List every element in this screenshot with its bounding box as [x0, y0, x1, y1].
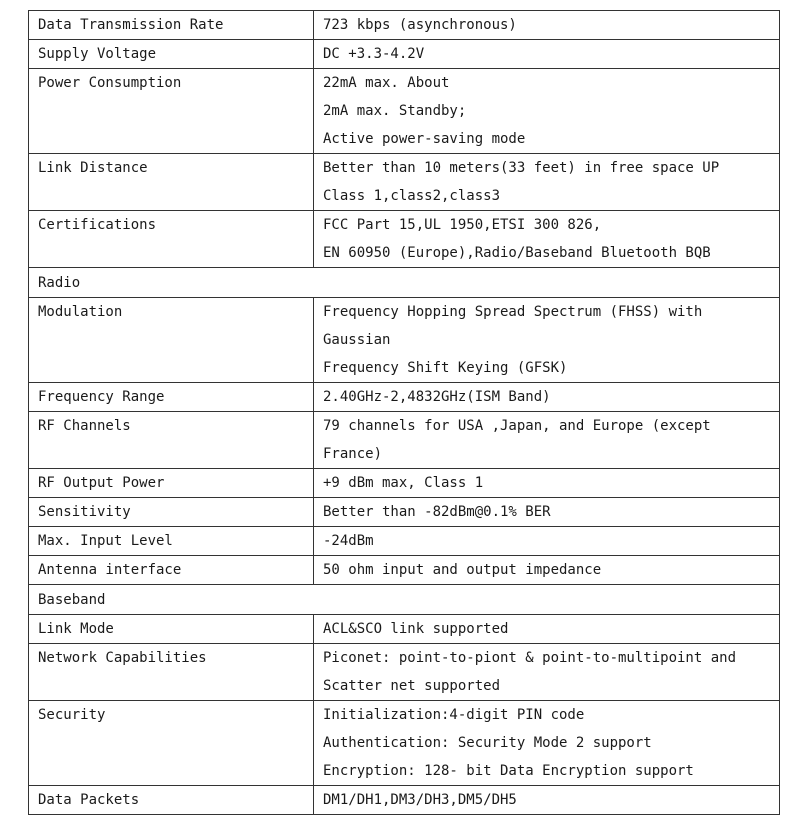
spec-value-line: DC +3.3-4.2V	[323, 46, 425, 62]
spec-value	[314, 786, 780, 815]
spec-row	[29, 211, 780, 268]
spec-value	[314, 615, 780, 644]
spec-value	[314, 556, 780, 585]
spec-value-line: Frequency Shift Keying (GFSK)	[323, 360, 568, 376]
spec-table	[28, 10, 780, 815]
spec-value	[314, 211, 780, 268]
spec-value-line: Better than -82dBm@0.1% BER	[323, 504, 551, 520]
spec-value-line: 22mA max. About	[323, 75, 450, 91]
spec-value-line: 79 channels for USA ,Japan, and Europe (except	[323, 418, 711, 434]
spec-value-line: Scatter net supported	[323, 678, 501, 694]
spec-row	[29, 11, 780, 40]
spec-row	[29, 298, 780, 383]
spec-value-line: Frequency Hopping Spread Spectrum (FHSS) with	[323, 304, 703, 320]
spec-label: Supply Voltage	[29, 40, 314, 69]
spec-row	[29, 498, 780, 527]
spec-value-line: FCC Part 15,UL 1950,ETSI 300 826,	[323, 217, 602, 233]
spec-value-line: France)	[323, 446, 383, 462]
section-header-row	[29, 268, 780, 298]
spec-value	[314, 154, 780, 211]
spec-value-line: Class 1,class2,class3	[323, 188, 501, 204]
spec-value-line: Authentication: Security Mode 2 support	[323, 735, 652, 751]
spec-row	[29, 69, 780, 154]
spec-value-line: Active power-saving mode	[323, 131, 526, 147]
spec-label: Certifications	[29, 211, 314, 268]
spec-row	[29, 40, 780, 69]
spec-label: Max. Input Level	[29, 527, 314, 556]
section-header: Baseband	[29, 585, 780, 615]
spec-value-line: ACL&SCO link supported	[323, 621, 509, 637]
spec-value-line: 2mA max. Standby;	[323, 103, 467, 119]
spec-value	[314, 701, 780, 786]
spec-value-line: 2.40GHz-2,4832GHz(ISM Band)	[323, 389, 551, 405]
spec-value-line: 50 ohm input and output impedance	[323, 562, 602, 578]
spec-label: Power Consumption	[29, 69, 314, 154]
spec-row	[29, 412, 780, 469]
spec-value	[314, 644, 780, 701]
spec-value-line: EN 60950 (Europe),Radio/Baseband Bluetooth BQB	[323, 245, 711, 261]
spec-label: Security	[29, 701, 314, 786]
spec-value	[314, 498, 780, 527]
spec-value	[314, 412, 780, 469]
spec-row	[29, 154, 780, 211]
spec-label: Sensitivity	[29, 498, 314, 527]
spec-label: Modulation	[29, 298, 314, 383]
spec-label: RF Output Power	[29, 469, 314, 498]
spec-value	[314, 40, 780, 69]
spec-row	[29, 469, 780, 498]
spec-label: RF Channels	[29, 412, 314, 469]
spec-row	[29, 383, 780, 412]
spec-row	[29, 527, 780, 556]
spec-value	[314, 469, 780, 498]
spec-value	[314, 69, 780, 154]
spec-row	[29, 556, 780, 585]
spec-value-line: +9 dBm max, Class 1	[323, 475, 484, 491]
spec-label: Antenna interface	[29, 556, 314, 585]
spec-label: Data Transmission Rate	[29, 11, 314, 40]
section-header-row	[29, 585, 780, 615]
spec-label: Network Capabilities	[29, 644, 314, 701]
spec-value	[314, 11, 780, 40]
spec-value-line: DM1/DH1,DM3/DH3,DM5/DH5	[323, 792, 517, 808]
spec-value-line: Better than 10 meters(33 feet) in free space UP	[323, 160, 720, 176]
spec-value-line: 723 kbps (asynchronous)	[323, 17, 517, 33]
spec-row	[29, 644, 780, 701]
spec-value-line: Initialization:4-digit PIN code	[323, 707, 585, 723]
spec-row	[29, 615, 780, 644]
spec-value	[314, 298, 780, 383]
spec-label: Link Mode	[29, 615, 314, 644]
spec-row	[29, 786, 780, 815]
spec-label: Link Distance	[29, 154, 314, 211]
spec-value-line: -24dBm	[323, 533, 374, 549]
spec-label: Data Packets	[29, 786, 314, 815]
spec-value	[314, 527, 780, 556]
spec-value-line: Encryption: 128- bit Data Encryption support	[323, 763, 694, 779]
spec-label: Frequency Range	[29, 383, 314, 412]
spec-value-line: Piconet: point-to-piont & point-to-multipoint and	[323, 650, 737, 666]
section-header: Radio	[29, 268, 780, 298]
spec-value-line: Gaussian	[323, 332, 391, 348]
spec-value	[314, 383, 780, 412]
spec-row	[29, 701, 780, 786]
spec-table-body	[29, 11, 780, 815]
